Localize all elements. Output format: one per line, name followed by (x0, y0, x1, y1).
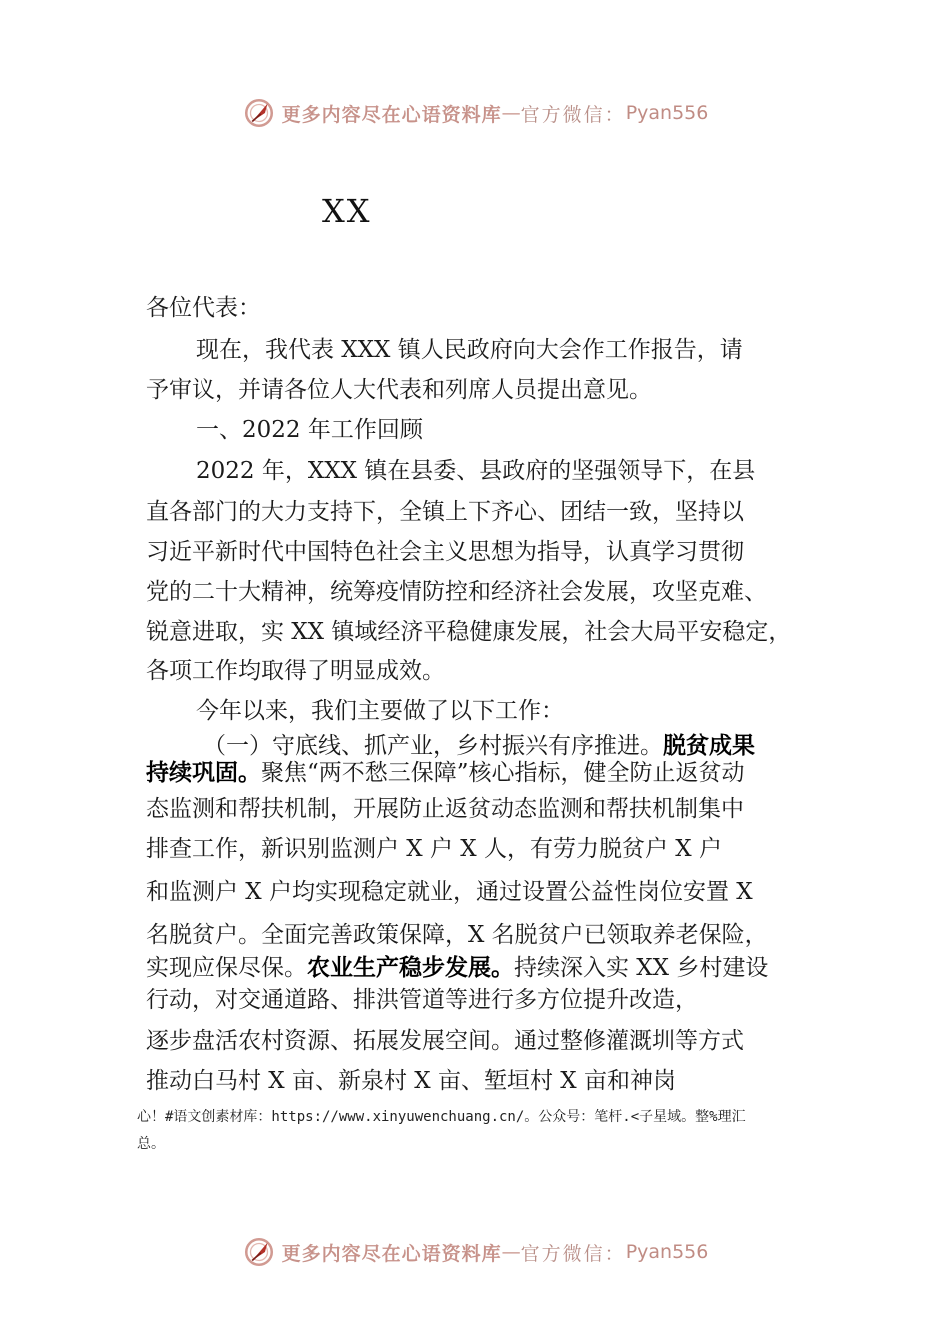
body-line: 逐步盘活农村资源、拓展发展空间。通过整修灌溉圳等方式 (146, 1028, 744, 1054)
watermark-wechat-id: Pyan556 (625, 1241, 709, 1263)
footer-note-line1: 心！#语文创素材库：https://www.xinyuwenchuang.cn/。公众号：笔杆.<子星域。整%理汇 (137, 1109, 746, 1125)
watermark-dash: — (501, 1241, 521, 1263)
body-line: 现在，我代表 XXX 镇人民政府向大会作工作报告，请 (196, 337, 743, 363)
body-line: 锐意进取，实 XX 镇域经济平稳健康发展，社会大局平安稳定， (146, 619, 792, 645)
subsection-intro: （一）守底线、抓产业，乡村振兴有序推进。 (203, 733, 663, 759)
watermark-header (0, 93, 950, 133)
subsection-text: 实现应保尽保。 (146, 955, 307, 981)
section-heading: 一、2022 年工作回顾 (196, 417, 423, 443)
body-line: 直各部门的大力支持下，全镇上下齐心、团结一致，坚持以 (146, 499, 744, 525)
watermark-label: 官方微信： (520, 1242, 626, 1265)
body-line: 2022 年，XXX 镇在县委、县政府的坚强领导下，在县 (196, 458, 756, 484)
body-line: 今年以来，我们主要做了以下工作： (196, 698, 564, 724)
body-line: 行动，对交通道路、排洪管道等进行多方位提升改造， (146, 987, 698, 1013)
bold-heading-poverty-part1: 脱贫成果 (663, 733, 755, 759)
subsection-intro-line (203, 731, 755, 761)
footer-note-line2: 总。 (137, 1136, 165, 1152)
bold-heading-agriculture: 农业生产稳步发展。 (307, 955, 514, 981)
watermark-wechat-id: Pyan556 (625, 102, 709, 124)
subsection-text: 聚焦“两不愁三保障”核心指标，健全防止返贫动 (261, 760, 745, 786)
body-line: 名脱贫户。全面完善政策保障，X 名脱贫户已领取养老保险， (146, 922, 768, 948)
body-line: 排查工作，新识别监测户 X 户 X 人，有劳力脱贫户 X 户 (146, 836, 722, 862)
body-line: 态监测和帮扶机制，开展防止返贫动态监测和帮扶机制集中 (146, 796, 744, 822)
subsection-line (146, 953, 768, 983)
document-title: XX (322, 192, 372, 230)
watermark-footer (0, 1232, 950, 1272)
quill-logo-icon (242, 1235, 276, 1269)
quill-logo-icon (242, 96, 276, 130)
salutation: 各位代表： (146, 295, 261, 321)
subsection-text: 持续深入实 XX 乡村建设 (514, 955, 769, 981)
body-line: 和监测户 X 户均实现稳定就业，通过设置公益性岗位安置 X (146, 879, 753, 905)
watermark-dash: — (501, 102, 521, 124)
body-line: 习近平新时代中国特色社会主义思想为指导，认真学习贯彻 (146, 539, 744, 565)
subsection-line (146, 758, 745, 788)
watermark-label: 官方微信： (520, 103, 626, 126)
body-line: 推动白马村 X 亩、新泉村 X 亩、堑垣村 X 亩和神岗 (146, 1068, 676, 1094)
body-line: 各项工作均取得了明显成效。 (146, 658, 445, 684)
body-line: 党的二十大精神，统筹疫情防控和经济社会发展，攻坚克难、 (146, 579, 767, 605)
watermark-main-text: 更多内容尽在心语资料库 (281, 1242, 502, 1265)
bold-heading-poverty-part2: 持续巩固。 (146, 760, 261, 786)
watermark-main-text: 更多内容尽在心语资料库 (281, 103, 502, 126)
body-line: 予审议，并请各位人大代表和列席人员提出意见。 (146, 377, 652, 403)
